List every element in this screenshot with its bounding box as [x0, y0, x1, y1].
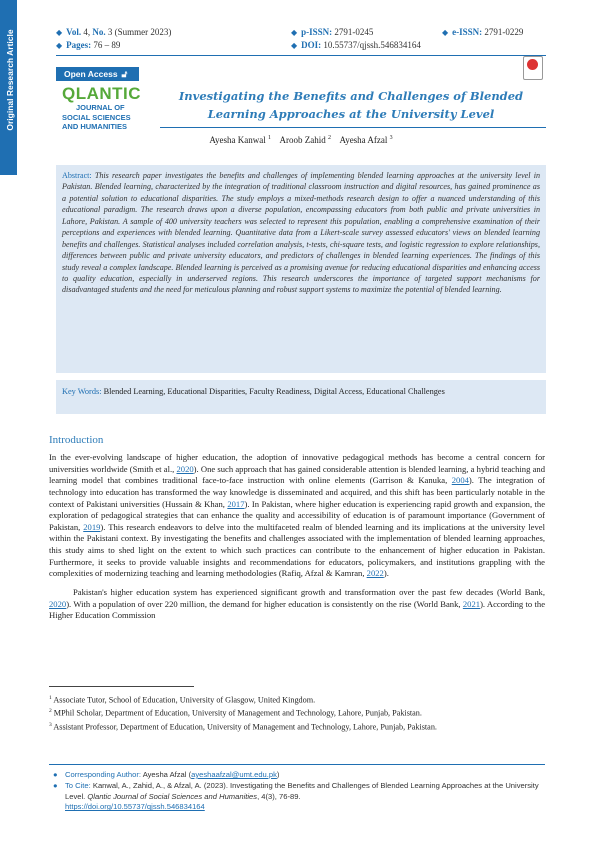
footnote-divider — [49, 686, 194, 687]
intro-paragraph-2: Pakistan's higher education system has experienced significant growth and transformation over the past few decades (World Bank, 2020). With a population of over 220 million, the demand for higher education is consistently on the rise (World Bank, 2021). According to the Higher Education Commission — [49, 586, 546, 621]
citation-link[interactable]: 2020 — [49, 598, 67, 609]
paper-title: Investigating the Benefits and Challenges of Blended Learning Approaches at the University Level — [178, 89, 524, 121]
doi-link[interactable]: https://doi.org/10.55737/qjssh.546834164 — [65, 802, 205, 812]
citation-link[interactable]: 2004 — [451, 475, 469, 486]
footnotes — [49, 693, 545, 733]
citation-link[interactable]: 2022 — [366, 568, 384, 579]
keywords-box — [56, 380, 546, 414]
article-type-tab — [0, 0, 17, 175]
author-email-link[interactable]: ayeshaafzal@umt.edu.pk — [191, 770, 277, 779]
citation-link[interactable]: 2019 — [83, 521, 101, 532]
author-3: Ayesha Afzal $^3$ — [339, 135, 393, 145]
open-access-badge: Open Access 🔓︎ — [56, 67, 139, 81]
volume-info: ◆ Vol. 4, No. 3 (Summer 2023) — [56, 27, 172, 37]
intro-paragraph-1: In the ever-evolving landscape of higher education, the adoption of innovative pedagogical methods has become a central concern for universities worldwide (Smith et al., 2020). One such approach that has gained considerable attention is blended learning, a hybrid teaching and learning model that combines traditional face-to-face instruction with online elements (Garrison & Kanuka, 2004). The integration of technology into education has transformed the way knowledge is disseminated and acquired, and this shift has been particularly notable in the context of Pakistani universities (Hussain & Khan, 2017). In Pakistan, where higher education is experiencing rapid growth and expansion, the exploration of pedagogical strategies that can enhance the quality and accessibility of education is of paramount importance (Government of Pakistan, 2019). This research endeavors to delve into the multifaceted realm of blended learning and its implications at the university level within the Pakistani context. By investigating the benefits and challenges associated with the implementation of blended learning approaches, this study aims to shed light on the extent to which such practices can contribute to the enhancement of higher education in Pakistan. Furthermore, it seeks to provide valuable insights and recommendations for educators, policymakers, and institutions grappling with the complexities of modernizing teaching and learning methodologies (Rafiq, Afzal & Kamran, 2022). — [49, 452, 546, 579]
eissn-info: ◆ e-ISSN: 2791-0229 — [442, 27, 524, 37]
citation-link[interactable]: 2017 — [227, 498, 245, 509]
keywords-label: Key Words: — [62, 387, 102, 396]
doi-info[interactable]: ◆ DOI: 10.55737/qjssh.546834164 — [291, 40, 421, 50]
introduction-body — [49, 452, 545, 629]
meta-divider — [56, 55, 546, 56]
pages-info: ◆ Pages: 76 – 89 — [56, 40, 121, 50]
author-1: Ayesha Kanwal $^1$ — [209, 135, 271, 145]
crossmark-icon[interactable] — [523, 56, 543, 80]
citation-link[interactable]: 2021 — [462, 598, 481, 609]
journal-meta — [56, 27, 546, 53]
abstract-label: Abstract: — [62, 171, 92, 180]
introduction-heading: Introduction — [49, 434, 104, 446]
journal-logo: QLANTIC JOURNAL OF SOCIAL SCIENCES AND HUMANITIES — [62, 84, 142, 131]
pissn-info: ◆ p-ISSN: 2791-0245 — [291, 27, 374, 37]
footnote-3: $^3$ Assistant Professor, Department of Education, University of Management and Technology, Lahore, Punjab, Pakistan. — [49, 721, 437, 732]
author-2: Aroob Zahid $^2$ — [279, 135, 331, 145]
footnote-2: $^2$ MPhil Scholar, Department of Education, University of Management and Technology, Lahore, Punjab, Pakistan. — [49, 708, 422, 719]
citation-info: ● To Cite: Kanwal, A., Zahid, A., & Afzal, A. (2023). Investigating the Benefits and Challenges of Blended Learning Approaches at the University Level. Qlantic Journal of Social Sciences and Humanities, 4(3), 76-89. https://doi.org/10.55737/qjssh.546834164 — [53, 780, 539, 812]
corresponding-author: ● Corresponding Author: Ayesha Afzal (ayeshaafzal@umt.edu.pk) — [53, 770, 280, 779]
citation-link[interactable]: 2020 — [176, 463, 194, 474]
open-lock-icon: 🔓︎ — [121, 69, 128, 79]
article-type-label: Original Research Article — [5, 29, 15, 131]
title-block — [56, 82, 546, 128]
title-divider — [160, 127, 546, 128]
keywords-text: Blended Learning, Educational Disparities, Faculty Readiness, Digital Access, Educational Challenges — [103, 387, 445, 396]
author-list — [56, 135, 546, 145]
abstract-box — [56, 165, 546, 373]
abstract-text: This research paper investigates the benefits and challenges of implementing blended learning approaches at the university level in Pakistan. Blended learning, characterized by the integration of traditional classroom instruction and digital resources, has gained prominence as a potential solution to educational disparities. The study employs a mixed-methods research design to offer a nuanced understanding of this educational paradigm. The research draws upon a diverse population, encompassing educators from both public and private universities in Lahore, Pakistan. A sample of 400 university teachers was selected to represent this population, enabling a comprehensive examination of their perceptions and experiences with blended learning. Quantitative data from a Likert-scale survey assessed educators' views on blended learning benefits and challenges. Statistical analyses included correlation analysis, t-tests, chi-square tests, and logistic regression to explore relationships, differences between public and private university educators, and predictors of challenges in blended learning experiences. The findings of this study reveal a complex landscape. Blended learning is perceived as a promising avenue for reducing educational disparities and enhancing access to quality education, especially in underserved regions. This research underscores the importance of targeted support mechanisms for disadvantaged students and the need for meticulous planning and robust support systems to maximize the potential of blended learning. — [62, 171, 540, 295]
correspondence-block — [49, 764, 545, 813]
footnote-1: $^1$ Associate Tutor, School of Education, University of Glasgow, United Kingdom. — [49, 695, 316, 705]
